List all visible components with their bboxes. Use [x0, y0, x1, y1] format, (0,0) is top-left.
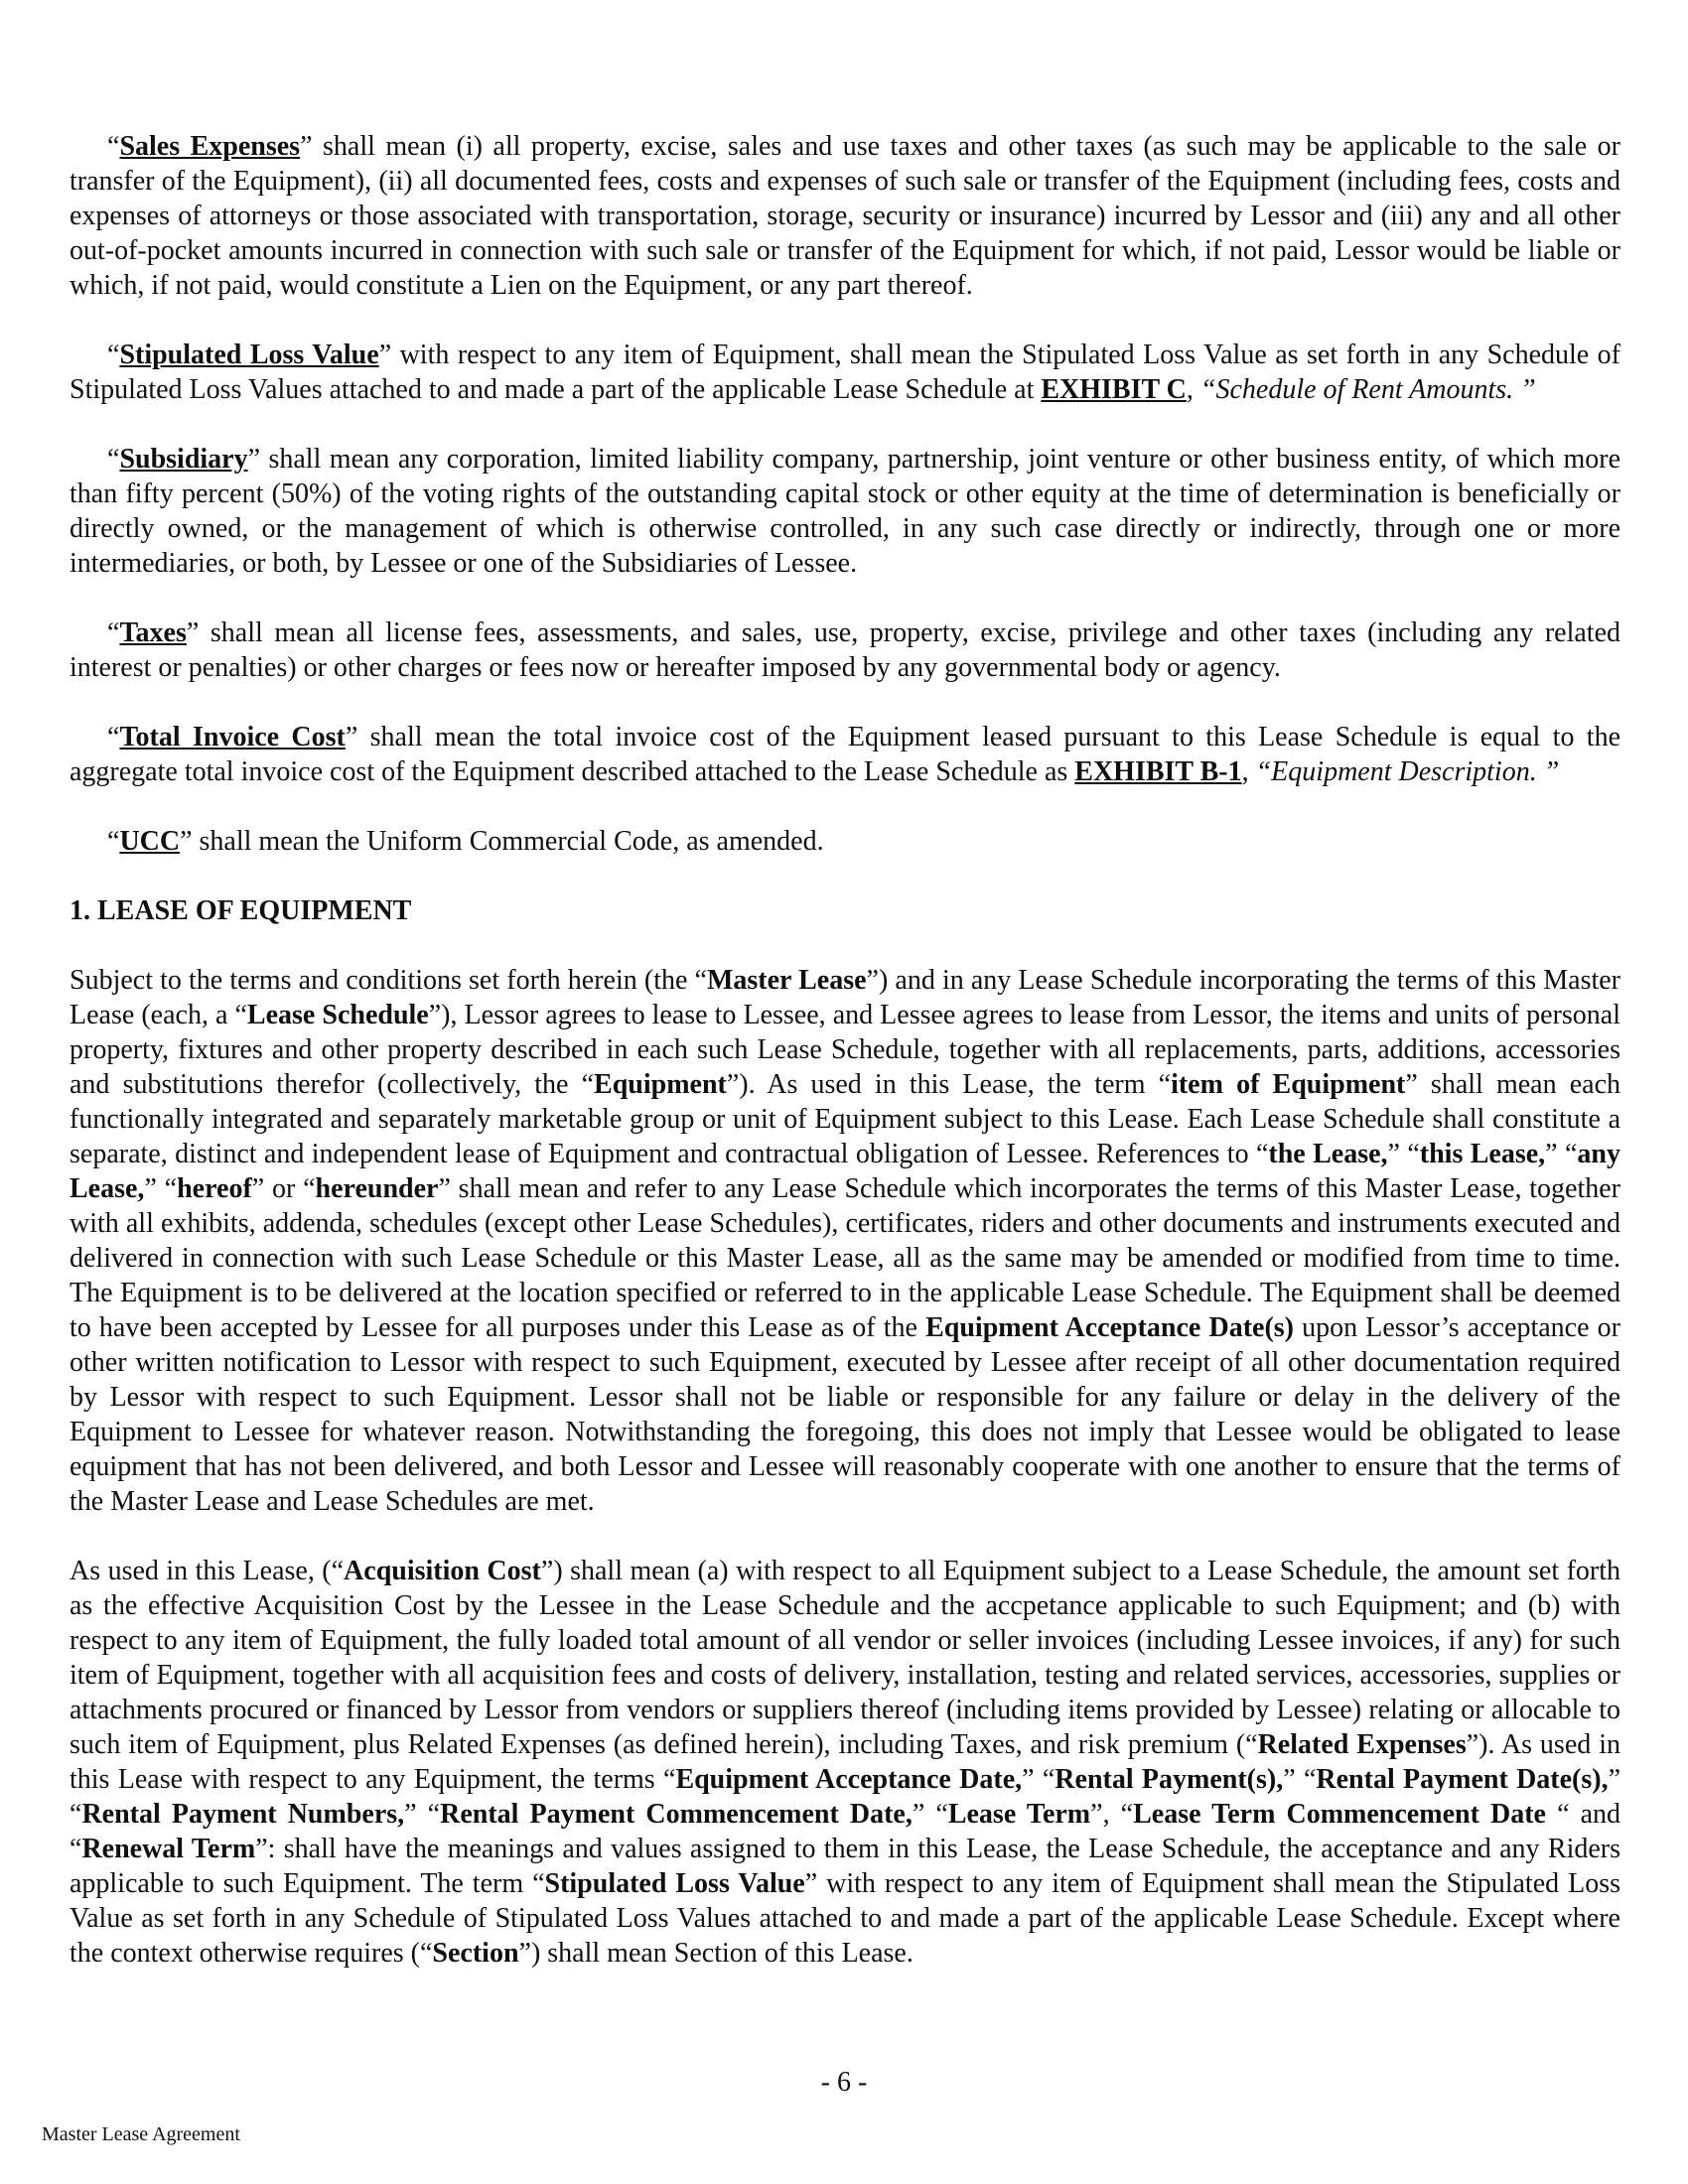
definition-taxes: “Taxes” shall mean all license fees, assessments, and sales, use, property, excise, privilege and other taxes (including any related interest or penalties) or other charges or fees now or hereafter imposed by any governmental body or agency.	[70, 617, 1620, 683]
lease-of-equipment-paragraph-2: As used in this Lease, (“Acquisition Cost”) shall mean (a) with respect to all Equipment subject to a Lease Schedule, the amount set forth as the effective Acquisition Cost by the Lessee in the Lease Schedule and the accpetance applicable to such Equipment; and (b) with respect to any item of Equipment, the fully loaded total amount of all vendor or seller invoices (including Lessee invoices, if any) for such item of Equipment, together with all acquisition fees and costs of delivery, installation, testing and related services, accessories, supplies or attachments procured or financed by Lessor from vendors or suppliers thereof (including items provided by Lessee) relating or allocable to such item of Equipment, plus Related Expenses (as defined herein), including Taxes, and risk premium (“Related Expenses”). As used in this Lease with respect to any Equipment, the terms “Equipment Acceptance Date,” “Rental Payment(s),” “Rental Payment Date(s),” “Rental Payment Numbers,” “Rental Payment Commencement Date,” “Lease Term”, “Lease Term Commencement Date “ and “Renewal Term”: shall have the meanings and values assigned to them in this Lease, the Lease Schedule, the acceptance and any Riders applicable to such Equipment. The term “Stipulated Loss Value” with respect to any item of Equipment shall mean the Stipulated Loss Value as set forth in any Schedule of Stipulated Loss Values attached to and made a part of the applicable Lease Schedule. Except where the context otherwise requires (“Section”) shall mean Section of this Lease.	[70, 1556, 1621, 1969]
lease-of-equipment-paragraph-1: Subject to the terms and conditions set forth herein (the “Master Lease”) and in any Lease Schedule incorporating the terms of this Master Lease (each, a “Lease Schedule”), Lessor agrees to lease to Lessee, and Lessee agrees to lease from Lessor, the items and units of personal property, fixtures and other property described in each such Lease Schedule, together with all replacements, parts, additions, accessories and substitutions therefor (collectively, the “Equipment”). As used in this Lease, the term “item of Equipment” shall mean each functionally integrated and separately marketable group or unit of Equipment subject to this Lease. Each Lease Schedule shall constitute a separate, distinct and independent lease of Equipment and contractual obligation of Lessee. References to “the Lease,” “this Lease,” “any Lease,” “hereof” or “hereunder” shall mean and refer to any Lease Schedule which incorporates the terms of this Master Lease, together with all exhibits, addenda, schedules (except other Lease Schedules), certificates, riders and other documents and instruments executed and delivered in connection with such Lease Schedule or this Master Lease, all as the same may be amended or modified from time to time. The Equipment is to be delivered at the location specified or referred to in the applicable Lease Schedule. The Equipment shall be deemed to have been accepted by Lessee for all purposes under this Lease as of the Equipment Acceptance Date(s) upon Lessor’s acceptance or other written notification to Lessor with respect to such Equipment, executed by Lessee after receipt of all other documentation required by Lessor with respect to such Equipment. Lessor shall not be liable or responsible for any failure or delay in the delivery of the Equipment to Lessee for whatever reason. Notwithstanding the foregoing, this does not imply that Lessee would be obligated to lease equipment that has not been delivered, and both Lessor and Lessee will reasonably cooperate with one another to ensure that the terms of the Master Lease and Lease Schedules are met.	[70, 965, 1621, 1517]
definition-subsidiary: “Subsidiary” shall mean any corporation, limited liability company, partnership, joint venture or other business entity, of which more than fifty percent (50%) of the voting rights of the outstanding capital stock or other equity at the time of determination is beneficially or directly owned, or the management of which is otherwise controlled, in any such case directly or indirectly, through one or more intermediaries, or both, by Lessee or one of the Subsidiaries of Lessee.	[70, 444, 1620, 579]
definition-ucc: “UCC” shall mean the Uniform Commercial Code, as amended.	[107, 826, 824, 857]
document-body	[70, 129, 1620, 2005]
definition-total-invoice-cost: “Total Invoice Cost” shall mean the total invoice cost of the Equipment leased pursuant to this Lease Schedule is equal to the aggregate total invoice cost of the Equipment described attached to the Lease Schedule as EXHIBIT B-1, “Equipment Description. ”	[70, 722, 1620, 787]
footer-doc-title: Master Lease Agreement	[42, 2123, 240, 2145]
page-number: - 6 -	[820, 2067, 868, 2098]
definition-sales-expenses: “Sales Expenses” shall mean (i) all property, excise, sales and use taxes and other taxes (as such may be applicable to the sale or transfer of the Equipment), (ii) all documented fees, costs and expenses of such sale or transfer of the Equipment (including fees, costs and expenses of attorneys or those associated with transportation, storage, security or insurance) incurred by Lessor and (iii) any and all other out-of-pocket amounts incurred in connection with such sale or transfer of the Equipment for which, if not paid, Lessor would be liable or which, if not paid, would constitute a Lien on the Equipment, or any part thereof.	[70, 131, 1620, 301]
section-heading-lease-of-equipment: 1. LEASE OF EQUIPMENT	[70, 895, 412, 926]
definition-stipulated-loss-value: “Stipulated Loss Value” with respect to any item of Equipment, shall mean the Stipulated Loss Value as set forth in any Schedule of Stipulated Loss Values attached to and made a part of the applicable Lease Schedule at EXHIBIT C, “Schedule of Rent Amounts. ”	[70, 340, 1620, 405]
